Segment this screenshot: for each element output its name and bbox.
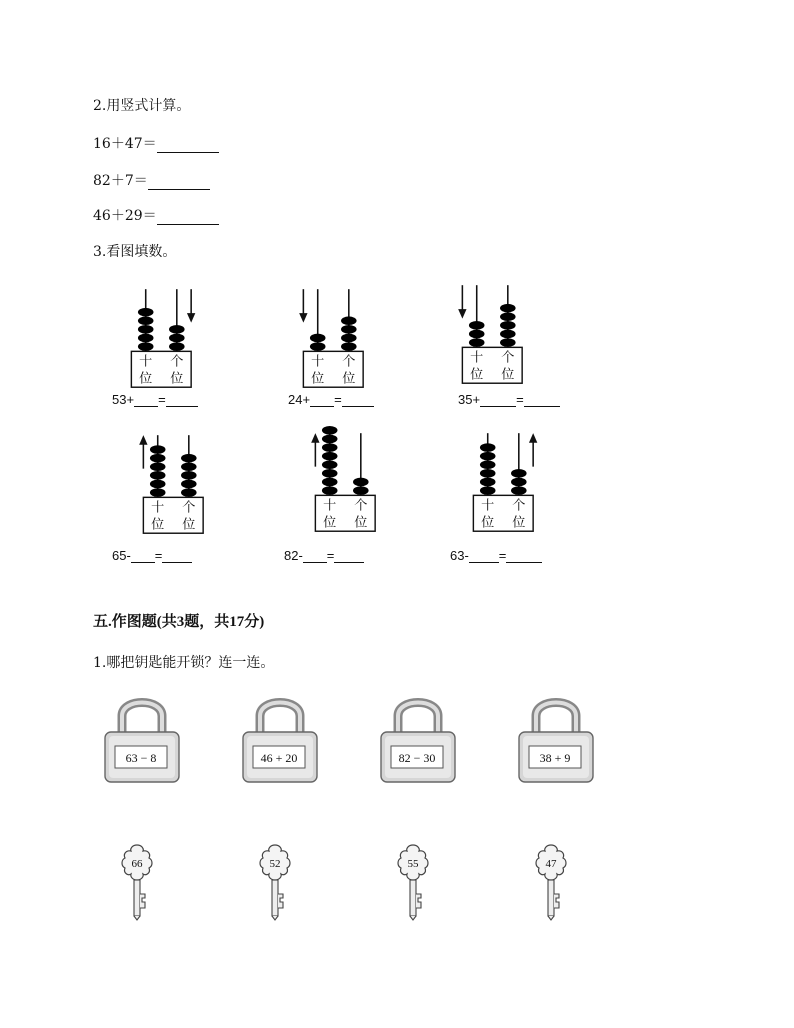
answer-blank[interactable] — [480, 392, 516, 407]
place-label-ones: 个 — [342, 354, 356, 370]
tens-bead — [322, 426, 338, 435]
tens-bead — [150, 462, 166, 471]
place-label-tens: 十 — [139, 354, 153, 370]
answer-blank[interactable] — [310, 392, 334, 407]
padlock-2 — [240, 692, 330, 792]
place-label-ones: 位 — [170, 371, 184, 387]
place-label-ones: 位 — [354, 515, 368, 531]
place-label-ones: 个 — [354, 498, 368, 514]
q2-title: 2.用竖式计算。 — [93, 98, 191, 114]
q2-item-2 — [93, 170, 210, 190]
key-shaft — [410, 880, 416, 916]
tens-bead — [138, 316, 154, 325]
tens-bead — [480, 486, 496, 495]
abacus-eq-4: 65- = — [112, 548, 192, 563]
abacus-1 — [118, 282, 238, 392]
place-label-tens: 位 — [470, 367, 484, 383]
answer-blank[interactable] — [157, 210, 219, 225]
tens-bead — [480, 478, 496, 487]
q2-item-1 — [93, 133, 219, 153]
tens-bead — [322, 435, 338, 444]
answer-blank[interactable] — [157, 138, 219, 153]
ones-bead — [341, 342, 357, 351]
arrow-down-icon — [299, 289, 307, 322]
tens-bead — [322, 469, 338, 478]
key-number: 66 — [131, 858, 143, 870]
key-shaft — [548, 880, 554, 916]
answer-blank[interactable] — [334, 548, 364, 563]
ones-bead — [500, 338, 516, 347]
answer-blank[interactable] — [506, 548, 542, 563]
key-number: 52 — [269, 858, 281, 870]
ones-bead — [341, 325, 357, 334]
ones-bead — [353, 486, 369, 495]
tens-bead — [138, 342, 154, 351]
place-label-ones: 位 — [342, 371, 356, 387]
key-bits — [554, 894, 559, 908]
abacus-5 — [302, 426, 422, 536]
answer-blank[interactable] — [131, 548, 155, 563]
abacus-4 — [130, 428, 250, 538]
arrow-up-icon — [139, 435, 147, 468]
ones-bead — [169, 342, 185, 351]
key-2 — [255, 842, 295, 922]
tens-bead — [138, 334, 154, 343]
place-label-ones: 个 — [512, 498, 526, 514]
key-shaft — [134, 880, 140, 916]
key-shaft — [272, 880, 278, 916]
ones-bead — [511, 486, 527, 495]
abacus-eq-5: 82- = — [284, 548, 364, 563]
tens-bead — [480, 469, 496, 478]
arrow-up-icon — [529, 433, 537, 466]
place-label-tens: 十 — [481, 498, 495, 514]
place-label-tens: 十 — [311, 354, 325, 370]
answer-blank[interactable] — [148, 175, 210, 190]
tens-bead — [480, 460, 496, 469]
padlock-expression: 46 + 20 — [260, 751, 298, 765]
ones-bead — [500, 330, 516, 339]
key-4 — [531, 842, 571, 922]
abacus-eq-3: 35+ = — [458, 392, 560, 407]
abacus-eq-6: 63- = — [450, 548, 542, 563]
answer-blank[interactable] — [162, 548, 192, 563]
key-number: 55 — [407, 858, 419, 870]
answer-blank[interactable] — [303, 548, 327, 563]
ones-bead — [500, 321, 516, 330]
place-label-tens: 位 — [151, 517, 165, 533]
place-label-tens: 十 — [323, 498, 337, 514]
arrow-down-icon — [187, 289, 195, 322]
answer-blank[interactable] — [134, 392, 158, 407]
ones-bead — [511, 469, 527, 478]
place-label-tens: 位 — [311, 371, 325, 387]
tens-bead — [150, 488, 166, 497]
tens-bead — [469, 338, 485, 347]
tens-bead — [310, 334, 326, 343]
tens-bead — [480, 452, 496, 461]
key-number: 47 — [545, 858, 557, 870]
ones-bead — [169, 334, 185, 343]
place-label-ones: 位 — [182, 517, 196, 533]
tens-bead — [322, 452, 338, 461]
q2-item-3 — [93, 205, 219, 225]
arrow-down-icon — [458, 285, 466, 318]
section-heading: 五.作图题(共3题，共17分) — [93, 614, 265, 630]
place-label-ones: 位 — [512, 515, 526, 531]
tens-bead — [322, 486, 338, 495]
place-label-ones: 个 — [182, 500, 196, 516]
padlock-expression: 82 − 30 — [398, 751, 436, 765]
padlock-4 — [516, 692, 606, 792]
key-3 — [393, 842, 433, 922]
ones-bead — [500, 304, 516, 313]
padlock-expression: 38 + 9 — [539, 751, 571, 765]
q2-expr-3: 46＋29＝ — [93, 208, 157, 224]
place-label-tens: 位 — [481, 515, 495, 531]
tens-bead — [469, 321, 485, 330]
tens-bead — [138, 308, 154, 317]
answer-blank[interactable] — [342, 392, 374, 407]
key-bits — [278, 894, 283, 908]
ones-bead — [181, 488, 197, 497]
tens-bead — [150, 445, 166, 454]
q3-title: 3.看图填数。 — [93, 244, 177, 260]
place-label-ones: 个 — [170, 354, 184, 370]
abacus-eq-1: 53+ = — [112, 392, 198, 407]
place-label-tens: 十 — [470, 350, 484, 366]
key-1 — [117, 842, 157, 922]
padlock-expression: 63 − 8 — [125, 751, 157, 765]
ones-bead — [341, 334, 357, 343]
key-bits — [416, 894, 421, 908]
key-bits — [140, 894, 145, 908]
ones-bead — [181, 462, 197, 471]
ones-bead — [181, 471, 197, 480]
place-label-tens: 位 — [139, 371, 153, 387]
tens-bead — [322, 443, 338, 452]
tens-bead — [322, 478, 338, 487]
tens-bead — [469, 330, 485, 339]
answer-blank[interactable] — [166, 392, 198, 407]
tens-bead — [322, 460, 338, 469]
q1-title: 1.哪把钥匙能开锁？连一连。 — [93, 655, 275, 671]
abacus-6 — [460, 426, 580, 536]
ones-bead — [341, 316, 357, 325]
ones-bead — [500, 312, 516, 321]
ones-bead — [511, 478, 527, 487]
q2-expr-2: 82＋7＝ — [93, 173, 148, 189]
ones-bead — [181, 480, 197, 489]
place-label-ones: 个 — [501, 350, 515, 366]
tens-bead — [150, 454, 166, 463]
padlock-1 — [102, 692, 192, 792]
abacus-2 — [290, 282, 410, 392]
tens-bead — [150, 471, 166, 480]
tens-bead — [310, 342, 326, 351]
answer-blank[interactable] — [469, 548, 499, 563]
answer-blank[interactable] — [524, 392, 560, 407]
place-label-tens: 位 — [323, 515, 337, 531]
tens-bead — [480, 443, 496, 452]
abacus-3 — [449, 278, 569, 388]
tens-bead — [138, 325, 154, 334]
ones-bead — [353, 478, 369, 487]
padlock-3 — [378, 692, 468, 792]
place-label-tens: 十 — [151, 500, 165, 516]
arrow-up-icon — [311, 433, 319, 466]
abacus-eq-2: 24+ = — [288, 392, 374, 407]
ones-bead — [169, 325, 185, 334]
tens-bead — [150, 480, 166, 489]
q2-expr-1: 16＋47＝ — [93, 136, 157, 152]
place-label-ones: 位 — [501, 367, 515, 383]
ones-bead — [181, 454, 197, 463]
